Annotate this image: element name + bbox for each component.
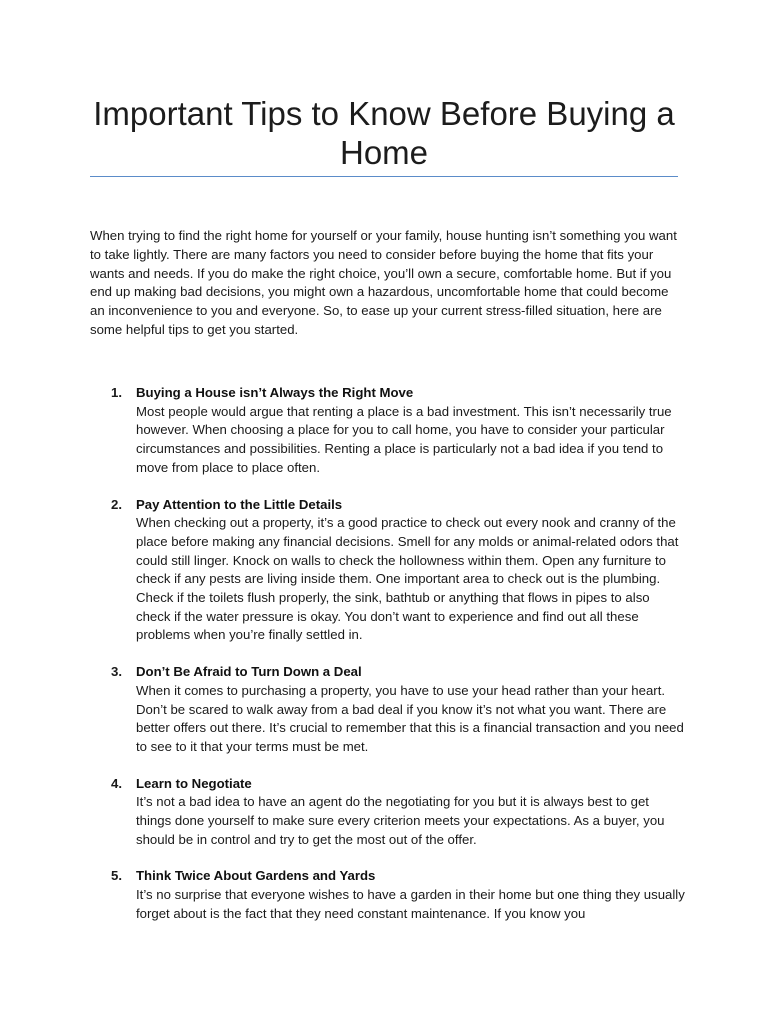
tip-heading: Think Twice About Gardens and Yards [136, 868, 376, 884]
tip-item-5 [90, 867, 686, 923]
tip-body: It’s not a bad idea to have an agent do the negotiating for you but it is always best to get things done yourself to make sure every criterion meets your expectations. As a buyer, you should be in control and try to get the most out of the offer. [136, 794, 665, 847]
tip-body: When checking out a property, it’s a good practice to check out every nook and cranny of the place before making any financial decisions. Smell for any molds or animal-related odors that could still linger. Knock on walls to check the hollowness within them. Open any furniture to check if any pests are living inside them. One important area to check out is the plumbing. Check if the toilets flush properly, the sink, bathtub or anything that flows in pipes to also check if the water pressure is okay. You don’t want to experience and find out all these problems when you’re finally settled in. [136, 515, 679, 643]
tip-heading: Don’t Be Afraid to Turn Down a Deal [136, 664, 362, 680]
tip-item-4 [90, 775, 686, 850]
tip-number: 5. [111, 868, 122, 884]
tip-number: 2. [111, 496, 122, 512]
tip-number: 1. [111, 385, 122, 400]
title-divider [90, 176, 678, 177]
tip-heading: Buying a House isn’t Always the Right Move [136, 385, 414, 400]
tip-item-2 [90, 496, 686, 646]
tip-number: 4. [111, 775, 122, 791]
tips-list [90, 384, 686, 942]
tip-heading: Learn to Negotiate [136, 775, 252, 791]
page-title: Important Tips to Know Before Buying a Home [93, 95, 675, 171]
intro-paragraph: When trying to find the right home for yourself or your family, house hunting isn’t something you want to take lightly. There are many factors you need to consider before buying the home that fits your wants and needs. If you do make the right choice, you’ll own a secure, comfortable home. But if you end up making bad decisions, you might own a hazardous, uncomfortable home that could become an inconvenience to you and everyone. So, to ease up your current stress-filled situation, here are some helpful tips to get you started. [90, 228, 677, 337]
tip-number: 3. [111, 664, 122, 680]
tip-body: When it comes to purchasing a property, you have to use your head rather than your heart. Don’t be scared to walk away from a bad deal if you know it’s not what you want. There are better offers out there. It’s crucial to remember that this is a financial transaction and you need to see to it that your terms must be met. [136, 682, 684, 754]
tip-body: It’s no surprise that everyone wishes to have a garden in their home but one thing they usually forget about is the fact that they need constant maintenance. If you know you [136, 887, 685, 921]
tip-body: Most people would argue that renting a place is a bad investment. This isn’t necessarily true however. When choosing a place for you to call home, you have to consider your particular circumstances and possibilities. Renting a place is particularly not a bad idea if you tend to move from place to place often. [136, 403, 672, 475]
tip-item-3 [90, 663, 686, 757]
tip-item-1 [90, 384, 686, 478]
tip-heading: Pay Attention to the Little Details [136, 496, 343, 512]
